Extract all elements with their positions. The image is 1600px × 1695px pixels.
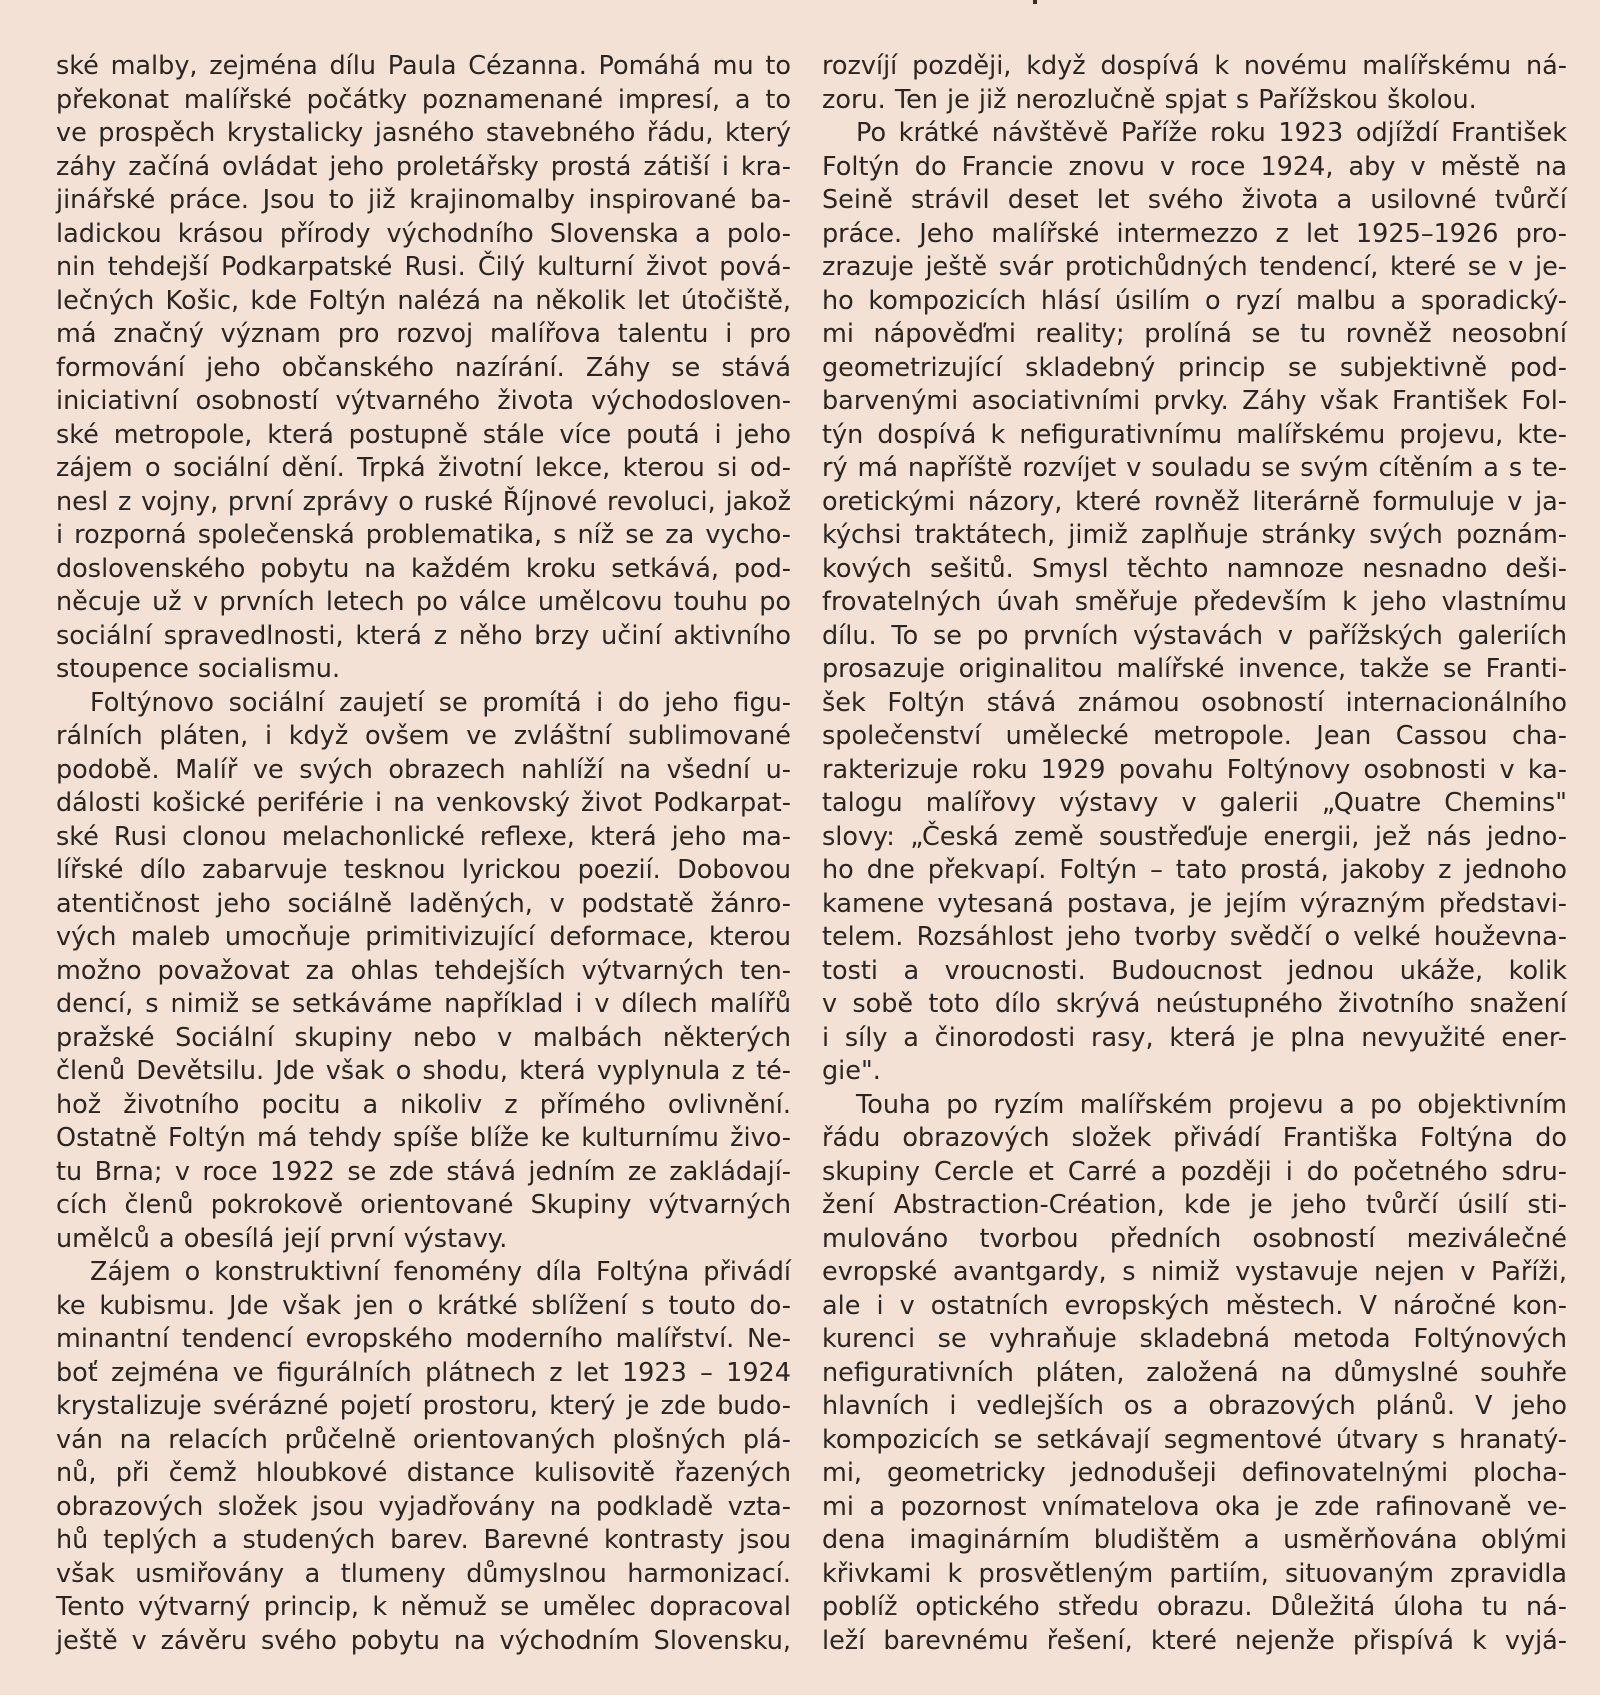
text-line: kompozicích se setkávají segmentové útvary s hranatý- [822, 1424, 1567, 1455]
page-edge-mark [1033, 0, 1037, 4]
text-line: hož životního pocitu a nikoliv z přímého ovlivnění. [56, 1089, 791, 1120]
text-line: rý má napříště rozvíjet v souladu se svým cítěním a s te- [822, 453, 1567, 483]
text-line: rálních pláten, i když ovšem ve zvláštní sublimované [56, 721, 791, 751]
text-line: ské Rusi clonou melachonlické reflexe, která jeho ma- [56, 821, 791, 852]
text-line: skupiny Cercle et Carré a později i do početného sdru- [822, 1156, 1567, 1187]
text-line: šek Foltýn stává známou osobností internacionálního [822, 687, 1567, 718]
text-line: dílu. To se po prvních výstavách v pařížských galeriích [822, 620, 1567, 651]
text-line: ve prospěch krystalicky jasného stavebného řádu, který [56, 118, 791, 148]
text-line: překonat malířské počátky poznamenané impresí, a to [56, 84, 791, 115]
text-line: nefigurativních pláten, založená na důmyslné souhře [822, 1357, 1567, 1388]
text-line: ské metropole, která postupně stále více poutá i jeho [56, 419, 791, 450]
text-line: má značný význam pro rozvoj malířova talentu i pro [56, 319, 791, 349]
text-line: rozvíjí později, když dospívá k novému malířskému ná- [822, 51, 1567, 81]
text-line: lečných Košic, kde Foltýn nalézá na několik let útočiště, [56, 285, 791, 316]
text-line: kýchsi traktátech, jimiž zaplňuje stránky svých poznám- [822, 520, 1567, 550]
text-line: ván na relacích průčelně orientovaných plošných plá- [56, 1424, 791, 1455]
text-line: vých maleb umocňuje primitivizující deformace, kterou [56, 922, 791, 952]
text-line: krystalizuje svérázné pojetí prostoru, který je zde budo- [56, 1391, 791, 1421]
text-line: pražské Sociální skupiny nebo v malbách některých [56, 1022, 791, 1053]
text-line: slovy: „Česká země soustřeďuje energii, jež nás jedno- [822, 821, 1567, 852]
text-line: iniciativní osobností výtvarného života východosloven- [56, 386, 791, 416]
text-line: Foltýn do Francie znovu v roce 1924, aby v městě na [822, 151, 1567, 182]
text-line: ještě v závěru svého pobytu na východním Slovensku, [56, 1625, 791, 1656]
text-line: dencí, s nimiž se setkáváme například i v dílech malířů [56, 989, 791, 1019]
text-line: kových sešitů. Smysl těchto namnoze nesnadno deši- [822, 553, 1567, 584]
text-line: tu Brna; v roce 1922 se zde stává jedním ze zakládají- [56, 1156, 791, 1187]
text-line: možno považovat za ohlas tehdejších výtvarných ten- [56, 955, 791, 986]
text-line: boť zejména ve figurálních plátnech z let 1923 – 1924 [56, 1357, 791, 1388]
text-line: leží barevnému řešení, které nejenže přispívá k vyjá- [822, 1625, 1567, 1656]
text-line: mi nápověďmi reality; prolíná se tu rovněž neosobní [822, 319, 1567, 349]
text-line: jinářské práce. Jsou to již krajinomalby inspirované ba- [56, 185, 791, 215]
text-line: Ostatně Foltýn má tehdy spíše blíže ke kulturnímu živo- [56, 1123, 791, 1153]
text-line: poblíž optického středu obrazu. Důležitá úloha tu ná- [822, 1592, 1567, 1622]
text-line: dena imaginárním bludištěm a usměrňována oblými [822, 1525, 1567, 1555]
text-line: žení Abstraction-Création, kde je jeho tvůrčí úsilí sti- [822, 1190, 1567, 1220]
text-line: něcuje už v prvních letech po válce umělcovu touhu po [56, 587, 791, 617]
text-line: rakterizuje roku 1929 povahu Foltýnovy osobnosti v ka- [822, 754, 1567, 785]
text-line: práce. Jeho malířské intermezzo z let 1925–1926 pro- [822, 218, 1567, 249]
text-line: nesl z vojny, první zprávy o ruské Říjnové revoluci, jakož [56, 486, 791, 517]
text-line: frovatelných úvah směřuje především k jeho vlastnímu [822, 587, 1567, 617]
text-line: Seině strávil deset let svého života a usilovné tvůrčí [822, 185, 1567, 215]
text-line: telem. Rozsáhlost jeho tvorby svědčí o velké houževna- [822, 922, 1567, 952]
text-line: atentičnost jeho sociálně laděných, v podstatě žánro- [56, 888, 791, 919]
text-line: nů, při čemž hloubkové distance kulisovitě řazených [56, 1458, 791, 1488]
text-line: i síly a činorodosti rasy, která je plna nevyužité ener- [822, 1022, 1567, 1053]
text-line: podobě. Malíř ve svých obrazech nahlíží na všední u- [56, 754, 791, 785]
text-line: dálosti košické periférie i na venkovský život Podkarpat- [56, 788, 791, 818]
text-line: tosti a vroucnosti. Budoucnost jednou ukáže, kolik [822, 955, 1567, 986]
text-line: členů Devětsilu. Jde však o shodu, která vyplynula z té- [56, 1056, 791, 1086]
text-line: zoru. Ten je již nerozlučně spjat s Pařížskou školou. [822, 84, 1477, 115]
text-line: hů teplých a studených barev. Barevné kontrasty jsou [56, 1525, 791, 1555]
text-line: oretickými názory, které rovněž literárně formuluje v ja- [822, 486, 1567, 517]
text-line: umělců a obesílá její první výstavy. [56, 1223, 508, 1254]
text-line: zrazuje ještě svár protichůdných tendencí, které se v je- [822, 252, 1567, 282]
text-line: mi, geometricky jednodušeji definovatelnými plocha- [822, 1458, 1567, 1488]
text-line: týn dospívá k nefigurativnímu malířskému projevu, kte- [822, 419, 1567, 450]
text-line: talogu malířovy výstavy v galerii „Quatre Chemins" [822, 788, 1567, 818]
text-line: mulováno tvorbou předních osobností meziválečné [822, 1223, 1567, 1254]
text-line: Tento výtvarný princip, k němuž se umělec dopracoval [56, 1592, 791, 1622]
text-line: evropské avantgardy, s nimiž vystavuje nejen v Paříži, [822, 1257, 1567, 1287]
text-line: Po krátké návštěvě Paříže roku 1923 odjíždí František [856, 118, 1567, 148]
text-line: ale i v ostatních evropských městech. V náročné kon- [822, 1290, 1567, 1321]
text-line: ské malby, zejména dílu Paula Cézanna. Pomáhá mu to [56, 51, 791, 81]
left-text-column [56, 50, 791, 1658]
text-line: obrazových složek jsou vyjadřovány na podkladě vzta- [56, 1491, 791, 1522]
text-line: ho kompozicích hlásí úsilím o ryzí malbu a sporadický- [822, 285, 1567, 316]
text-line: i rozporná společenská problematika, s níž se za vycho- [56, 520, 791, 550]
text-line: lířské dílo zabarvuje tesknou lyrickou poezií. Dobovou [56, 855, 791, 885]
text-line: kurenci se vyhraňuje skladebná metoda Foltýnových [822, 1324, 1567, 1354]
right-text-column [822, 50, 1567, 1658]
text-line: Touha po ryzím malířském projevu a po objektivním [856, 1089, 1567, 1120]
text-line: formování jeho občanského nazírání. Záhy se stává [56, 352, 791, 383]
text-line: ho dne překvapí. Foltýn – tato prostá, jakoby z jednoho [822, 855, 1567, 885]
text-line: záhy začíná ovládat jeho proletářsky prostá zátiší i kra- [56, 151, 791, 182]
text-line: kamene vytesaná postava, je jejím výrazným představi- [822, 888, 1567, 919]
text-line: minantní tendencí evropského moderního malířství. Ne- [56, 1324, 791, 1354]
text-line: geometrizující skladebný princip se subjektivně pod- [822, 352, 1567, 383]
text-line: řádu obrazových složek přivádí Františka Foltýna do [822, 1123, 1567, 1153]
text-line: ladickou krásou přírody východního Slovenska a polo- [56, 218, 791, 249]
text-line: v sobě toto dílo skrývá neústupného životního snažení [822, 989, 1567, 1019]
text-line: prosazuje originalitou malířské invence, takže se Franti- [822, 654, 1567, 684]
text-line: však usmiřovány a tlumeny důmyslnou harmonizací. [56, 1558, 791, 1589]
text-line: gie". [822, 1056, 881, 1086]
text-line: mi a pozornost vnímatelova oka je zde rafinovaně ve- [822, 1491, 1567, 1522]
text-line: cích členů pokrokově orientované Skupiny výtvarných [56, 1190, 791, 1220]
text-line: nin tehdejší Podkarpatské Rusi. Čilý kulturní život pová- [56, 252, 791, 282]
text-line: sociální spravedlnosti, která z něho brzy učiní aktivního [56, 620, 791, 651]
text-line: zájem o sociální dění. Trpká životní lekce, kterou si od- [56, 453, 791, 483]
text-line: křivkami k prosvětleným partiím, situovaným zpravidla [822, 1558, 1567, 1589]
text-line: doslovenského pobytu na každém kroku setkává, pod- [56, 553, 791, 584]
text-line: stoupence socialismu. [56, 654, 341, 684]
text-line: barvenými asociativními prvky. Záhy však František Fol- [822, 386, 1567, 416]
text-line: hlavních i vedlejších os a obrazových plánů. V jeho [822, 1391, 1567, 1421]
text-line: Zájem o konstruktivní fenomény díla Foltýna přivádí [90, 1257, 791, 1287]
text-line: Foltýnovo sociální zaujetí se promítá i do jeho figu- [90, 687, 791, 718]
text-line: společenství umělecké metropole. Jean Cassou cha- [822, 721, 1567, 751]
text-line: ke kubismu. Jde však jen o krátké sblížení s touto do- [56, 1290, 791, 1321]
